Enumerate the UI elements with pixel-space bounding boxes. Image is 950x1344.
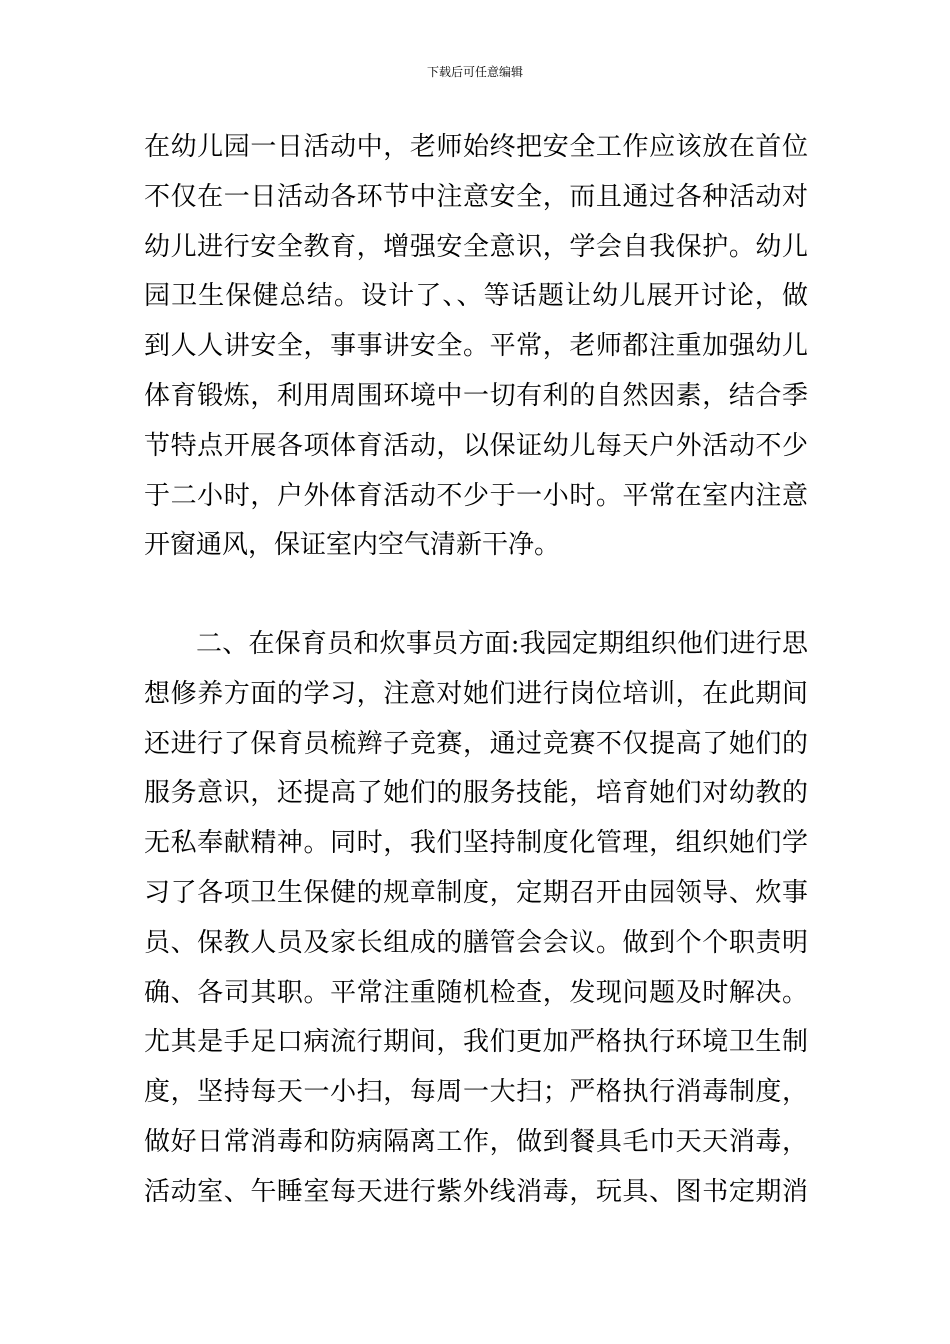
text-line: 开窗通风，保证室内空气清新干净。 <box>144 530 561 561</box>
paragraph-2 <box>144 620 808 1218</box>
text-line: 园卫生保健总结。设计了、、等话题让幼儿展开讨论，做 <box>144 281 808 312</box>
text-line: 想修养方面的学习，注意对她们进行岗位培训，在此期间 <box>144 678 808 709</box>
text-line: 还进行了保育员梳辫子竞赛，通过竞赛不仅提高了她们的 <box>144 728 808 759</box>
text-line: 幼儿进行安全教育，增强安全意识，学会自我保护。幼儿 <box>144 231 808 262</box>
paragraph-1 <box>144 123 808 571</box>
text-line: 于二小时，户外体育活动不少于一小时。平常在室内注意 <box>144 480 808 511</box>
text-line: 在幼儿园一日活动中，老师始终把安全工作应该放在首位 <box>144 132 808 162</box>
text-line: 尤其是手足口病流行期间，我们更加严格执行环境卫生制 <box>144 1027 808 1058</box>
text-line: 无私奉献精神。同时，我们坚持制度化管理，组织她们学 <box>144 828 808 859</box>
text-line: 确、各司其职。平常注重随机检查，发现问题及时解决。 <box>144 977 808 1008</box>
text-line: 服务意识，还提高了她们的服务技能，培育她们对幼教的 <box>144 778 808 809</box>
text-line: 做好日常消毒和防病隔离工作，做到餐具毛巾天天消毒， <box>144 1126 808 1157</box>
text-line: 不仅在一日活动各环节中注意安全，而且通过各种活动对 <box>144 181 808 212</box>
text-line: 二、在保育员和炊事员方面:我园定期组织他们进行思 <box>196 629 808 659</box>
text-line: 度，坚持每天一小扫，每周一大扫；严格执行消毒制度， <box>144 1077 808 1108</box>
page-header: 下载后可任意编辑 <box>426 65 523 79</box>
text-line: 节特点开展各项体育活动，以保证幼儿每天户外活动不少 <box>144 430 808 461</box>
text-line: 活动室、午睡室每天进行紫外线消毒，玩具、图书定期消 <box>144 1176 808 1207</box>
text-line: 习了各项卫生保健的规章制度，定期召开由园领导、炊事 <box>144 877 808 908</box>
text-line: 到人人讲安全，事事讲安全。平常，老师都注重加强幼儿 <box>144 331 808 362</box>
text-line: 员、保教人员及家长组成的膳管会会议。做到个个职责明 <box>144 927 808 958</box>
text-line: 体育锻炼，利用周围环境中一切有利的自然因素，结合季 <box>144 380 808 411</box>
